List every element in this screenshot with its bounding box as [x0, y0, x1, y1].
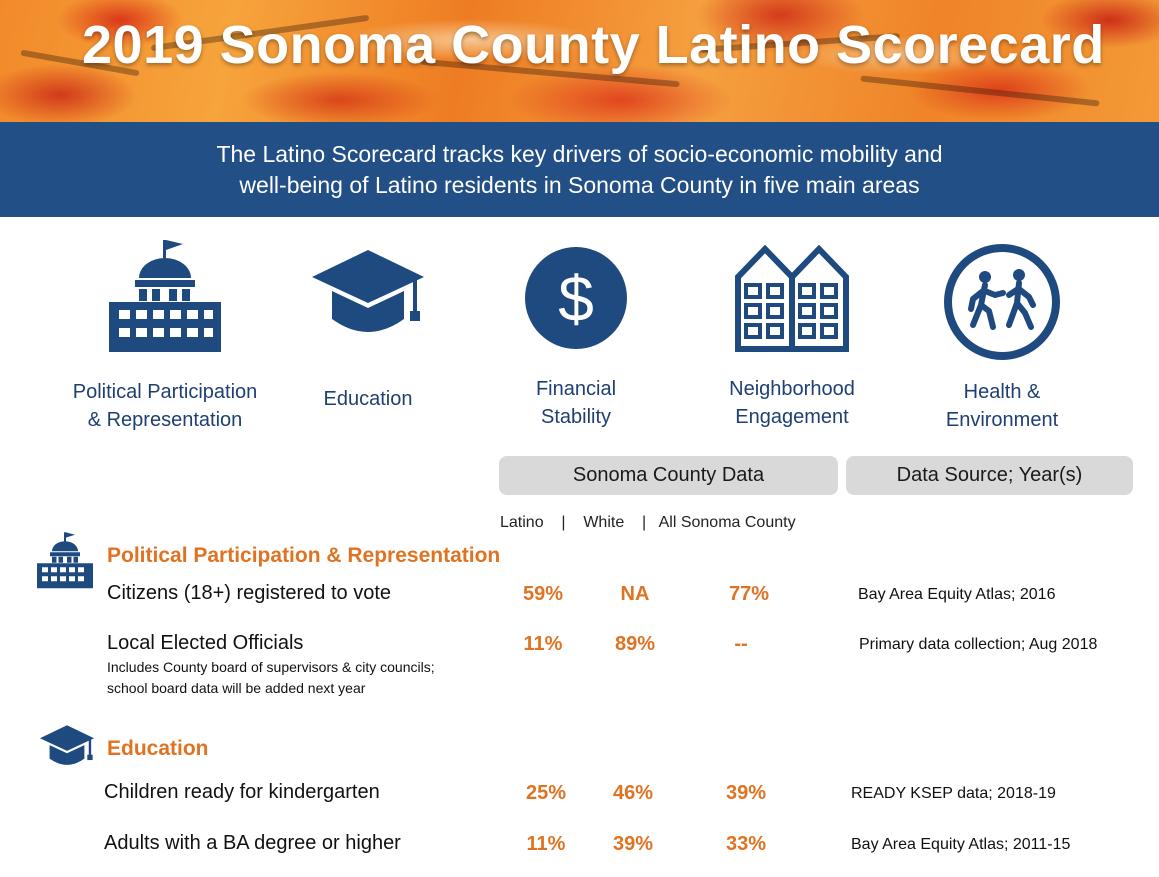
- area-label-line1: Political Participation: [72, 381, 258, 403]
- value-all: 77%: [728, 583, 770, 605]
- metric-note-line2: school board data will be added next year: [107, 680, 366, 696]
- intro-band: [0, 122, 1159, 217]
- area-label-line2: Stability: [540, 406, 612, 428]
- area-label-line2: Engagement: [735, 406, 849, 428]
- value-latino: 59%: [522, 583, 564, 605]
- metric-label: Adults with a BA degree or higher: [104, 832, 401, 854]
- area-label-line1: Financial: [535, 378, 617, 400]
- section-title-political: Political Participation & Representation: [107, 544, 501, 567]
- area-label-line1: Neighborhood: [729, 378, 855, 400]
- column-headers: Latino | White | All Sonoma County: [500, 514, 796, 531]
- capitol-building-icon: [105, 238, 225, 353]
- source-header-pill: [846, 456, 1133, 495]
- value-all: --: [734, 633, 748, 655]
- value-latino: 11%: [523, 633, 563, 655]
- area-neighborhood: [712, 245, 872, 431]
- metric-label: Local Elected Officials: [107, 632, 304, 654]
- area-political: [60, 238, 270, 434]
- value-all: 33%: [725, 833, 767, 855]
- data-header-label: Sonoma County Data: [572, 464, 765, 486]
- area-health: [922, 243, 1082, 434]
- dollar-coin-icon: [523, 245, 629, 351]
- graduation-cap-icon: [38, 722, 96, 772]
- metric-note-line1: Includes County board of supervisors & city councils;: [107, 659, 435, 675]
- value-all: 39%: [725, 782, 767, 804]
- svg-text:$: $: [558, 263, 594, 335]
- capitol-building-icon: [35, 530, 95, 590]
- data-source: READY KSEP data; 2018-19: [851, 785, 1056, 802]
- value-white: 89%: [614, 633, 656, 655]
- area-label-line2: & Representation: [87, 409, 243, 431]
- intro-line-1: The Latino Scorecard tracks key drivers of socio-economic mobility and: [216, 140, 943, 167]
- apartment-buildings-icon: [734, 245, 850, 353]
- walking-people-icon: [943, 243, 1061, 361]
- source-header-label: Data Source; Year(s): [896, 464, 1083, 486]
- area-label-line1: Education: [323, 388, 413, 410]
- page-title: 2019 Sonoma County Latino Scorecard: [82, 15, 1105, 75]
- data-source: Primary data collection; Aug 2018: [859, 636, 1098, 653]
- header-banner: [0, 0, 1159, 122]
- area-label-line2: Environment: [945, 409, 1059, 431]
- metric-label: Children ready for kindergarten: [104, 781, 380, 803]
- value-latino: 25%: [525, 782, 567, 804]
- data-source: Bay Area Equity Atlas; 2016: [858, 586, 1056, 603]
- data-source: Bay Area Equity Atlas; 2011-15: [851, 836, 1071, 853]
- area-financial: [506, 245, 646, 431]
- value-white: 39%: [612, 833, 654, 855]
- data-header-pill: [499, 456, 838, 495]
- value-white: 46%: [612, 782, 654, 804]
- section-title-education: Education: [107, 737, 209, 760]
- value-white: NA: [620, 583, 650, 605]
- graduation-cap-icon: [308, 245, 428, 345]
- area-education: [298, 245, 438, 413]
- area-label-line1: Health &: [963, 381, 1041, 403]
- intro-line-2: well-being of Latino residents in Sonoma County in five main areas: [239, 171, 920, 198]
- value-latino: 11%: [526, 833, 566, 855]
- metric-label: Citizens (18+) registered to vote: [107, 582, 392, 604]
